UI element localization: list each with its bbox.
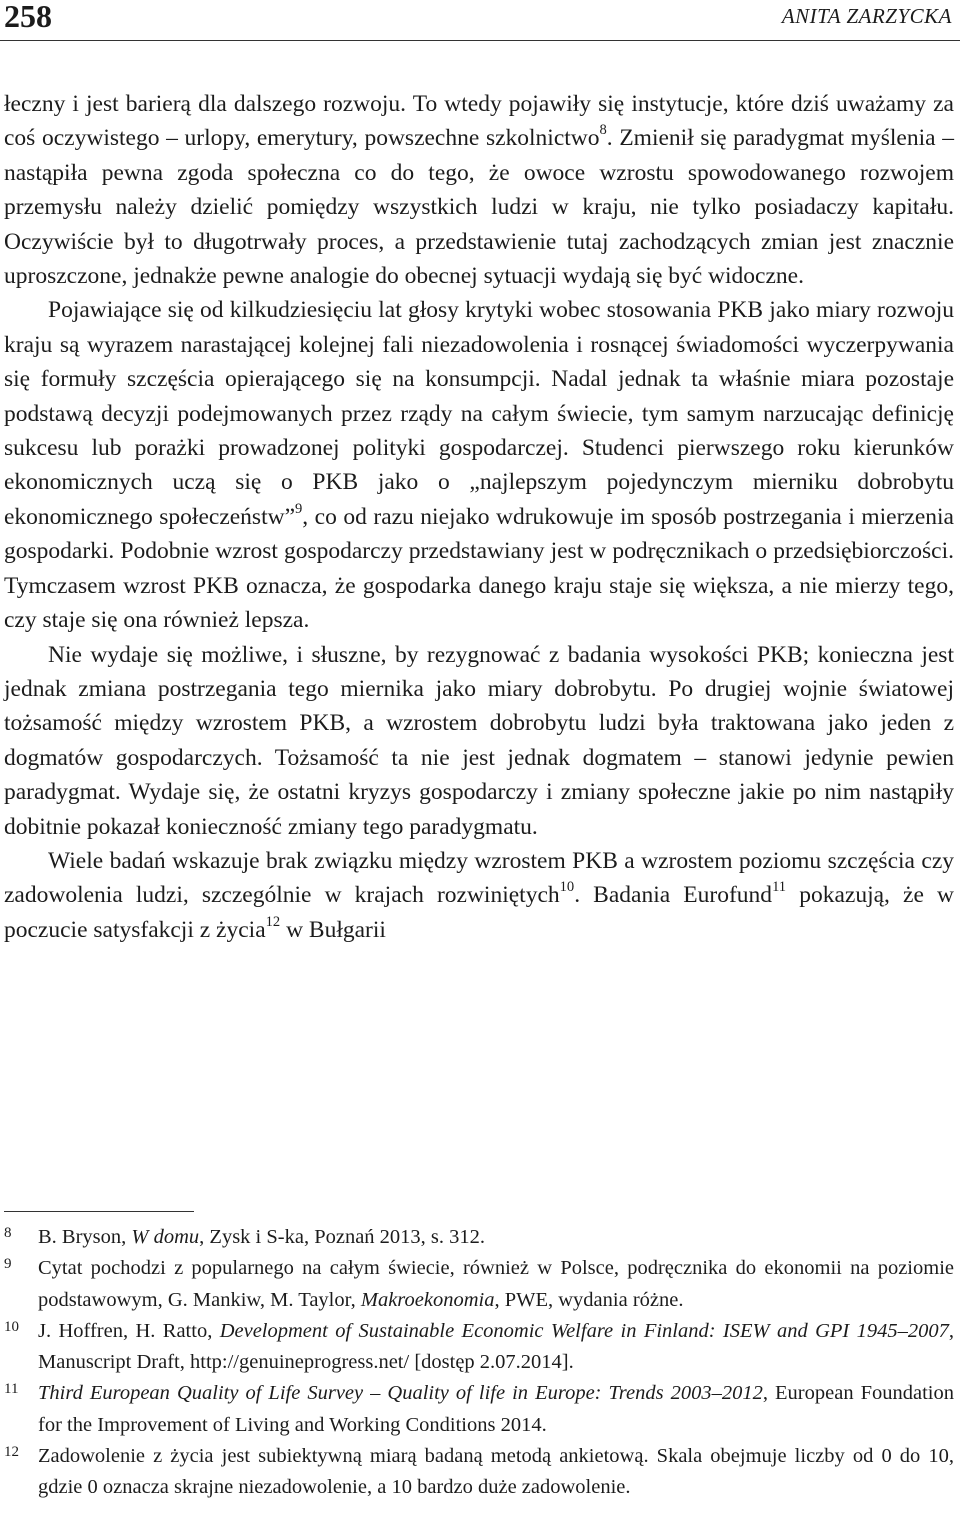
text-run: łeczny i jest barierą dla dalszego rozwoju. To wtedy pojawiły się instytucje, które dziś uważamy za coś oczywistego – urlopy, emerytury, powszechne szkolnictwo [4,91,954,152]
book-title: W domu [131,1226,200,1248]
text-run: Nie wydaje się możliwe, i słuszne, by rezygnować z badania wysokości PKB; konieczna jest jednak zmiana postrzegania tego miernika jako miary dobrobytu. Po drugiej wojnie światowej tożsamość między wzrostem PKB, a wzrostem dobrobytu ludzi była traktowana jako jeden z dogmatów gospodarczych. Tożsamość ta nie jest jednak dogmatem – stanowi jedynie pewien paradygmat. Wydaje się, że ostatni kryzys gospodarczy i zmiany społeczne jakie po nim nastąpiły dobitnie pokazał konieczność zmiany tego paradygmatu. [4,641,954,840]
work-title: Development of Sustainable Economic Welfare in Finland: ISEW and GPI 1945–2007 [219,1319,949,1342]
text-run: , Zysk i S-ka, Poznań 2013, s. 312. [199,1226,486,1248]
footnote-ref-8[interactable]: 8 [599,122,607,139]
footnote-ref-12[interactable]: 12 [265,913,281,930]
footnote-number: 11 [4,1381,19,1398]
text-run: . Badania Eurofund [574,882,773,909]
running-header [0,0,960,40]
text-run: , co od razu niejako wdrukowuje im sposób postrzegania i mierzenia gospodarki. Podobnie wzrost gospodarczy przedstawiany jest w podręcznikach o przedsiębiorczości. Tymczasem wzrost PKB oznacza, że gospodarka danego kraju staje się większa, a nie mierzy tego, czy staje się ona również lepsza. [4,503,954,634]
report-title: Third European Quality of Life Survey – Quality of life in Europe: Trends 2003–2012 [38,1382,763,1405]
book-title: Makroekonomia [360,1288,495,1311]
footnote-11 [4,1378,954,1441]
text-run: . Zmienił się paradygmat myślenia – nastąpiła pewna zgoda społeczna co do tego, że owoce wzrostu spowodowanego rozwojem przemysłu należy dzielić pomiędzy wszystkich ludzi w kraju, nie tylko posiadaczy kapitału. Oczywiście był to długotrwały proces, a przedstawienie tutaj zachodzących zmian jest znacznie uproszczone, jednakże pewne analogie do obecnej sytuacji wydają się być widoczne. [4,125,954,290]
text-run: Pojawiające się od kilkudziesięciu lat głosy krytyki wobec stosowania PKB jako miary rozwoju kraju są wyrazem narastającej kolejnej fali niezadowolenia i rosnącej świadomości wyczerpywania się formuły szczęścia opierającego się na konsumpcji. Nadal jednak ta właśnie miara pozostaje podstawą decyzji podejmowanych przez rządy na całym świecie, tym samym narzucając definicję sukcesu lub porażki prowadzonej polityki gospodarczej. Studenci pierwszego roku kierunków ekonomicznych uczą się o PKB jako o „najlepszym pojedynczym mierniku dobrobytu ekonomicznego społeczeństw” [4,297,954,530]
footnote-10 [4,1316,954,1379]
footnote-number: 9 [4,1256,12,1273]
footnote-number: 12 [4,1444,19,1461]
footnote-separator [4,1211,194,1212]
footnote-ref-10[interactable]: 10 [559,879,575,896]
text-run: w Bułgarii [280,916,386,943]
footnotes [4,1222,954,1504]
footnote-8 [4,1222,954,1253]
text-run: , PWE, wydania różne. [494,1288,684,1311]
text-run: Cytat pochodzi z popularnego na całym świecie, również w Polsce, podręcznika do ekonomii na poziomie podstawowym, G. Mankiw, M. Taylor, [38,1257,954,1311]
text-run: pokazują, że w poczucie satysfakcji z życia [4,882,954,943]
text-run: Wiele badań wskazuje brak związku między wzrostem PKB a wzrostem poziomu szczęścia czy zadowolenia ludzi, szczególnie w krajach rozwiniętych [4,847,954,909]
footnote-ref-11[interactable]: 11 [772,879,787,896]
footnote-ref-9[interactable]: 9 [295,500,303,517]
footnote-9 [4,1253,954,1316]
paragraph-3 [4,638,954,844]
running-author: ANITA ZARZYCKA [781,4,952,28]
text-run: , Manuscript Draft, http://genuineprogress.net/ [dostęp 2.07.2014]. [38,1319,954,1374]
text-run: B. Bryson, [38,1226,132,1248]
footnote-number: 10 [4,1318,19,1335]
paragraph-2 [4,293,954,637]
footnote-12 [4,1441,954,1504]
text-run: Zadowolenie z życia jest subiektywną miarą badaną metodą ankietową. Skala obejmuje liczby od 0 do 10, gdzie 0 oznacza skrajne niezadowolenie, a 10 bardzo duże zadowolenie. [38,1445,954,1499]
page-number: 258 [4,0,52,34]
paragraph-1 [4,87,954,293]
footnote-number: 8 [4,1225,12,1241]
main-text [4,87,954,947]
text-run: , European Foundation for the Improvement of Living and Working Conditions 2014. [38,1382,954,1436]
header-rule [0,40,960,41]
text-run: J. Hoffren, H. Ratto, [38,1319,220,1342]
paragraph-4 [4,844,954,947]
